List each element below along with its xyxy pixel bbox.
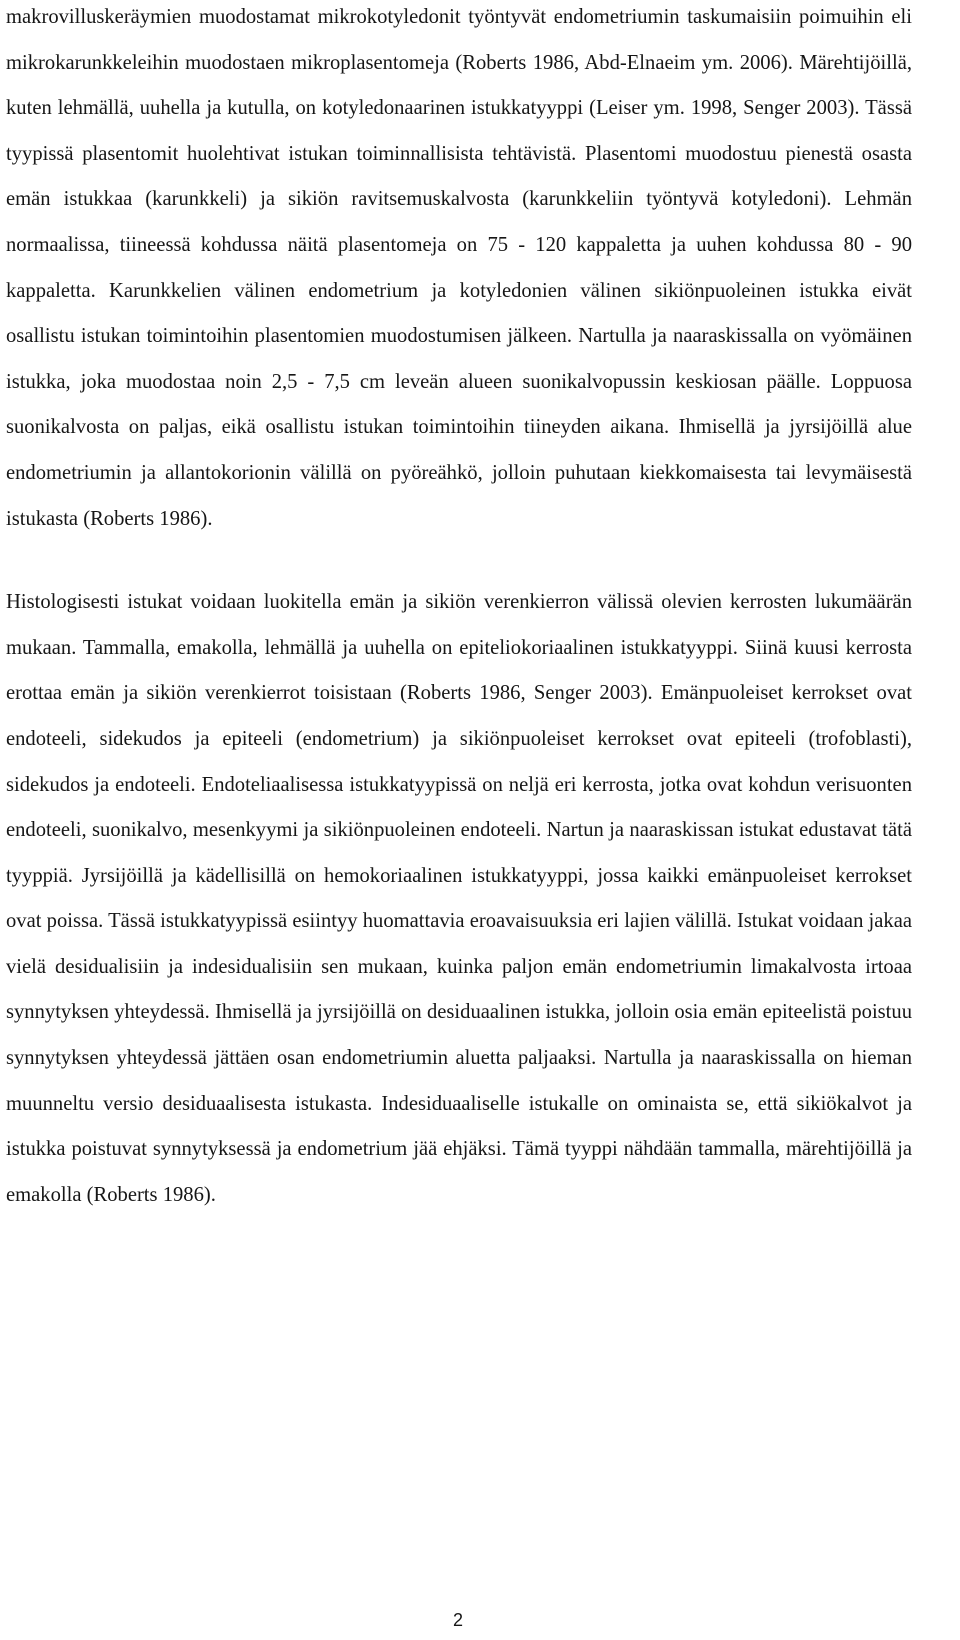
paragraph-1: makrovilluskeräymien muodostamat mikrokotyledonit työntyvät endometriumin taskumaisiin poimuihin eli mikrokarunkkeleihin muodostaen mikroplasentomeja (Roberts 1986, Abd-Elnaeim ym. 2006). Märehtijöillä, kuten lehmällä, uuhella ja kutulla, on kotyledonaarinen istukkatyyppi (Leiser ym. 1998, Senger 2003). Tässä tyypissä plasentomit huolehtivat istukan toiminnallisista tehtävistä. Plasentomi muodostuu pienestä osasta emän istukkaa (karunkkeli) ja sikiön ravitsemuskalvosta (karunkkeliin työntyvä kotyledoni). Lehmän normaalissa, tiineessä kohdussa näitä plasentomeja on 75 - 120 kappaletta ja uuhen kohdussa 80 - 90 kappaletta. Karunkkelien välinen endometrium ja kotyledonien välinen sikiönpuoleinen istukka eivät osallistu istukan toimintoihin plasentomien muodostumisen jälkeen. Nartulla ja naaraskissalla on vyömäinen istukka, joka muodostaa noin 2,5 - 7,5 cm leveän alueen suonikalvopussin keskiosan päälle. Loppuosa suonikalvosta on paljas, eikä osallistu istukan toimintoihin tiineyden aikana. Ihmisellä ja jyrsijöillä alue endometriumin ja allantokorionin välillä on pyöreähkö, jolloin puhutaan kiekkomaisesta tai levymäisestä istukasta (Roberts 1986). [6, 6, 912, 530]
body-text [6, 0, 912, 1218]
page-number: 2 [452, 1610, 463, 1630]
paragraph-2: Histologisesti istukat voidaan luokitella emän ja sikiön verenkierron välissä olevien kerrosten lukumäärän mukaan. Tammalla, emakolla, lehmällä ja uuhella on epiteliokoriaalinen istukkatyyppi. Siinä kuusi kerrosta erottaa emän ja sikiön verenkierrot toisistaan (Roberts 1986, Senger 2003). Emänpuoleiset kerrokset ovat endoteeli, sidekudos ja epiteeli (endometrium) ja sikiönpuoleiset kerrokset ovat epiteeli (trofoblasti), sidekudos ja endoteeli. Endoteliaalisessa istukkatyypissä on neljä eri kerrosta, jotka ovat kohdun verisuonten endoteeli, suonikalvo, mesenkyymi ja sikiönpuoleinen endoteeli. Nartun ja naaraskissan istukat edustavat tätä tyyppiä. Jyrsijöillä ja kädellisillä on hemokoriaalinen istukkatyyppi, jossa kaikki emänpuoleiset kerrokset ovat poissa. Tässä istukkatyypissä esiintyy huomattavia eroavaisuuksia eri lajien välillä. Istukat voidaan jakaa vielä desidualisiin ja indesidualisiin sen mukaan, kuinka paljon emän endometriumin limakalvosta irtoaa synnytyksen yhteydessä. Ihmisellä ja jyrsijöillä on desiduaalinen istukka, jolloin osia emän epiteelistä poistuu synnytyksen yhteydessä jättäen osan endometriumin aluetta paljaaksi. Nartulla ja naaraskissalla on hieman muunneltu versio desiduaalisesta istukasta. Indesiduaaliselle istukalle on ominaista se, että sikiökalvot ja istukka poistuvat synnytyksessä ja endometrium jää ehjäksi. Tämä tyyppi nähdään tammalla, märehtijöillä ja emakolla (Roberts 1986). [6, 591, 912, 1206]
